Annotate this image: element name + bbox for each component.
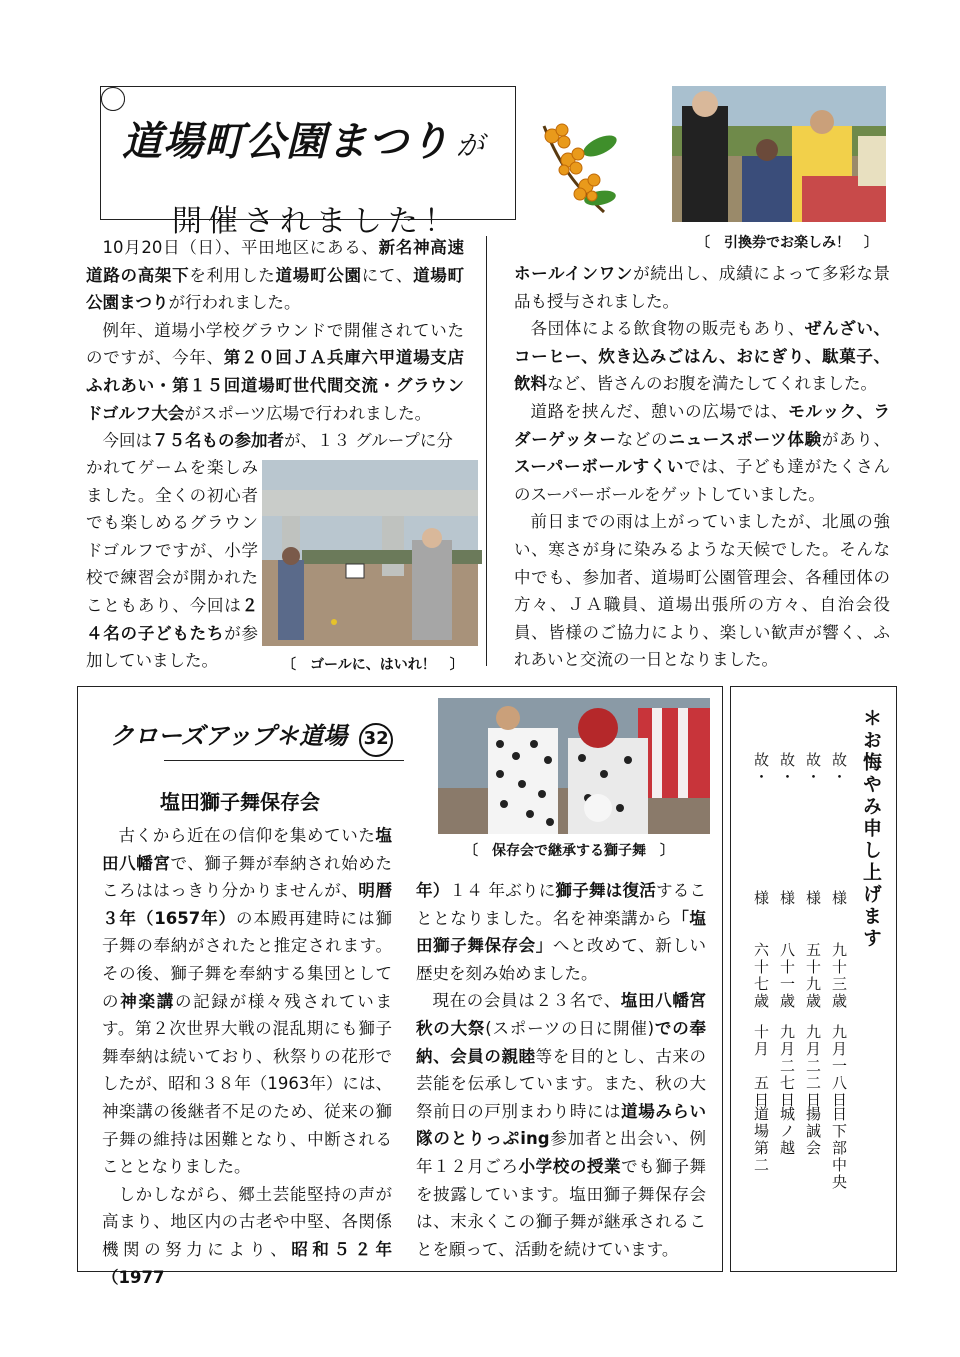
text-run: があり、 — [821, 429, 891, 449]
text-run: でも獅子舞を披露しています。塩田獅子舞保存会は、末永くこの獅子舞が継承されることを願って、活動を続けています。 — [416, 1156, 706, 1259]
closeup-heading: クローズアップ＊道場 32 — [110, 716, 393, 757]
text-run: 「塩田獅子舞保存会」 — [416, 908, 706, 956]
obituary-date: 九月二七日 — [778, 1024, 796, 1109]
text-run: １４ 年ぶりに — [449, 881, 556, 900]
text-run: 道場町公園まつり — [86, 265, 465, 313]
text-run: 塩田八幡宮 — [102, 826, 392, 873]
obituary-ko: 故・ — [830, 752, 848, 786]
text-run: 等を目的とし、古来の芸能を伝承しています。また、秋の大祭前日の戸別まわり時には — [416, 1046, 706, 1121]
text-run: で、獅子舞が奉納され始めたころははっきり分かりませんが、 — [102, 853, 393, 901]
text-run: 10月20日（日）、平田地区にある、 — [102, 238, 379, 257]
photo-shishimai — [438, 698, 710, 834]
text-run: (スポーツの日に開催) — [485, 1018, 655, 1038]
photo-ground-golf — [262, 460, 478, 646]
obituary-heading: ＊お悔やみ申し上げます — [860, 708, 882, 950]
text-run: 塩田八幡宮秋の大祭 — [416, 991, 707, 1038]
text-run: にて、 — [361, 265, 414, 285]
obituary-list — [748, 752, 848, 1252]
text-run: ニュースポーツ体験 — [668, 429, 822, 449]
text-run: スーパーボールすくい — [514, 457, 685, 477]
column-divider — [486, 236, 487, 666]
text-run: へと改めて、新しい歴史を刻み始めました。 — [416, 936, 707, 983]
obituary-area: 城ノ越 — [778, 1106, 796, 1157]
text-run: ぜんざい、コーヒー、炊き込みごはん、おにぎり、駄菓子、飲料 — [514, 319, 891, 394]
text-run: しかしながら、郷土芸能堅持の声が高まり、地区内の古老や中堅、各関係機関の努力により、 — [102, 1184, 392, 1259]
text-run: ７５名もの参加者 — [152, 431, 284, 451]
paragraph — [102, 1181, 392, 1291]
text-run: 獅子舞は復活 — [555, 881, 656, 900]
text-run: ２４名の子どもたち — [86, 595, 258, 643]
obituary-date: 九月二二日 — [804, 1024, 822, 1109]
obituary-area: 日下部中央 — [830, 1106, 848, 1191]
obituary-sama: 様 — [830, 890, 848, 907]
page-subtitle: 開催されました！ — [172, 204, 460, 239]
text-run: を利用した — [189, 265, 276, 285]
text-run: 第２０回ＪＡ兵庫六甲道場支店ふれあい・第１５回道場町世代間交流・グラウンドゴルフ大会 — [86, 348, 465, 423]
text-run: の本殿再建時には獅子舞の奉納がされたと推定されます。その後、獅子舞を奉納する集団としての — [102, 908, 392, 1011]
text-run: かれてゲームを楽しみました。全くの初心者でも楽しめるグラウンドゴルフですが、小学校で練習会が開かれたこともあり、今回は — [86, 458, 258, 615]
text-run: 古くから近在の信仰を集めていた — [118, 826, 376, 845]
paragraph — [86, 427, 464, 455]
text-run: 参加者と出会い、例年１２月ごろ — [416, 1129, 707, 1176]
obituary-age: 九十三歳 — [830, 942, 848, 1010]
text-run: での奉納、会員の親睦 — [416, 1018, 707, 1066]
photo1-caption: 〔 引換券でお楽しみ！ 〕 — [696, 235, 878, 251]
text-run: 明暦３年（1657年） — [102, 881, 392, 928]
text-run: 新名神高速道路の高架下 — [86, 238, 465, 285]
photo2-caption: 〔 ゴールに、はいれ！ 〕 — [282, 657, 464, 673]
text-run: 年） — [416, 881, 450, 900]
paragraph — [86, 234, 464, 317]
paragraph — [514, 260, 890, 315]
text-run: が参加していました。 — [86, 623, 259, 671]
text-run: では、子ども達がたくさんのスーパーボールをゲットしていました。 — [514, 457, 890, 504]
paragraph — [514, 315, 890, 398]
text-run: 道場町公園 — [275, 265, 362, 285]
text-run: が続出し、成績によって多彩な景品も授与されました。 — [514, 264, 890, 311]
text-run: 各団体による飲食物の販売もあり、 — [530, 319, 805, 339]
photo-prize-exchange — [672, 86, 886, 222]
text-run: など、皆さんのお腹を満たしてくれました。 — [547, 374, 877, 394]
paragraph — [102, 822, 392, 1181]
closeup-photo-caption: 〔 保存会で継承する獅子舞 〕 — [464, 843, 674, 859]
obituary-date: 九月一八日 — [830, 1024, 848, 1109]
obituary-date: 十月 五日 — [752, 1024, 770, 1109]
closeup-column-left — [102, 822, 392, 1291]
text-run: が、１３ グループに分 — [284, 431, 453, 451]
article-column-left — [86, 234, 464, 455]
paragraph — [86, 454, 258, 675]
obituary-age: 六十七歳 — [752, 942, 770, 1010]
paragraph — [86, 317, 464, 427]
paragraph — [416, 987, 706, 1263]
text-run: 現在の会員は２３名で、 — [432, 991, 621, 1011]
text-run: などの — [616, 429, 669, 449]
organization-title: 塩田獅子舞保存会 — [160, 790, 320, 814]
text-run: が行われました。 — [168, 293, 301, 313]
text-run: 小学校の授業 — [518, 1156, 622, 1176]
text-run: 今回は — [102, 431, 152, 451]
text-run: することとなりました。名を神楽講から — [416, 881, 706, 928]
obituary-ko: 故・ — [778, 752, 796, 786]
text-run: ホールインワン — [514, 264, 634, 283]
text-run: 神楽講 — [120, 991, 175, 1011]
text-run: がスポーツ広場で行われました。 — [184, 403, 432, 423]
obituary-age: 五十九歳 — [804, 942, 822, 1010]
obituary-ko: 故・ — [804, 752, 822, 786]
page-title: 道場町公園まつり が — [122, 119, 486, 165]
obituary-area: 道場第二 — [752, 1106, 770, 1174]
obituary-age: 八十一歳 — [778, 942, 796, 1010]
text-run: 前日までの雨は上がっていましたが、北風の強い、寒さが身に染みるような天候でした。そんな中でも、参加者、道場町公園管理会、各種団体の方々、ＪＡ職員、道場出張所の方々、自治会役員、皆様のご協力により、楽しい歓声が響く、ふれあいと交流の一日となりました。 — [514, 512, 890, 670]
text-run: 道路を挟んだ、憩いの広場では、 — [530, 401, 789, 421]
obituary-area: 揚誠会 — [804, 1106, 822, 1157]
text-run: の記録が様々残されています。第２次世界大戦の混乱期にも獅子舞奉納は続いており、秋祭りの花形でしたが、昭和３８年（1963年）には、神楽講の後継者不足のため、従来の獅子舞の維持は困難となり、中断されることとなりました。 — [102, 991, 393, 1177]
heading-underline — [164, 760, 404, 761]
text-run: 例年、道場小学校グラウンドで開催されていたのですが、今年、 — [86, 320, 464, 368]
osmanthus-illustration — [534, 112, 616, 220]
issue-number: 32 — [359, 723, 393, 757]
paragraph — [416, 877, 706, 987]
obituary-sama: 様 — [778, 890, 796, 907]
obituary-ko: 故・ — [752, 752, 770, 786]
text-run: 道場みらい隊のとりっぷing — [416, 1101, 706, 1149]
text-run: 昭和５２年（1977 — [102, 1239, 393, 1287]
obituary-sama: 様 — [804, 890, 822, 907]
closeup-column-right — [416, 877, 706, 1263]
obituary-sama: 様 — [752, 890, 770, 907]
paragraph — [514, 508, 890, 674]
paragraph — [514, 398, 890, 508]
article-column-left-wrap — [86, 454, 258, 675]
article-column-right — [514, 260, 890, 674]
text-run: モルック、ラダーゲッター — [514, 401, 891, 449]
